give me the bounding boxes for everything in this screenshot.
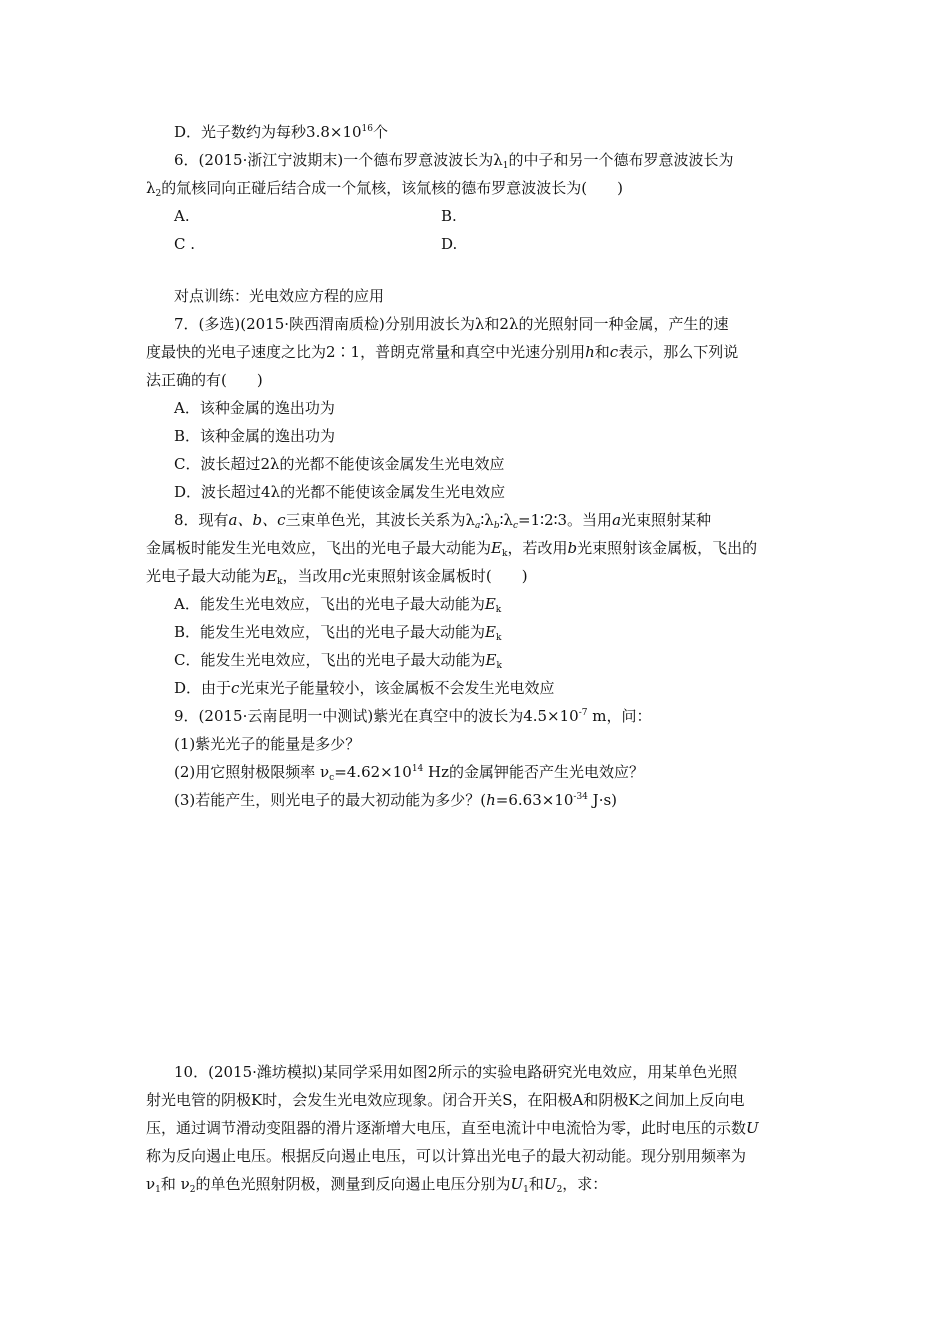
- section-heading: 对点训练：光电效应方程的应用: [174, 287, 385, 305]
- q7-stem-line1: 7．(多选)(2015·陕西渭南质检)分别用波长为λ和2λ的光照射同一种金属，产生的速: [174, 315, 729, 333]
- q8-option-d: D．由于c光束光子能量较小，该金属板不会发生光电效应: [174, 679, 555, 697]
- q10-stem-line5: $\nu_1$和 $\nu_2$的单色光照射阴极，测量到反向遏止电压分别为$U_1$和$U_2$，求：: [146, 1175, 608, 1195]
- q9-part-3: (3)若能产生，则光电子的最大初动能为多少？($h=6.63\times 10^{-34}$ J·s): [174, 791, 618, 809]
- q9-stem: 9．(2015·云南昆明一中测试)紫光在真空中的波长为$4.5\times 10^{-7}$ m，问：: [174, 707, 652, 725]
- q7-stem-line2: 度最快的光电子速度之比为2∶1，普朗克常量和真空中光速分别用h和c表示，那么下列说: [146, 343, 739, 361]
- q6-option-c: C .: [174, 235, 196, 253]
- q6-option-d: D.: [441, 235, 458, 253]
- q5-option-d: D．光子数约为每秒$3.8\times 10^{16}$个: [174, 123, 389, 141]
- q8-stem-line1: 8．现有a、b、c三束单色光，其波长关系为$\lambda_a∶\lambda_b∶\lambda_c=1∶2∶3$。当用a光束照射某种: [174, 511, 712, 531]
- q6-option-b: B.: [441, 207, 457, 225]
- q8-option-b: B．能发生光电效应，飞出的光电子最大动能为$E_k$: [174, 623, 502, 643]
- q7-option-b: B．该种金属的逸出功为: [174, 427, 336, 445]
- q10-stem-line2: 射光电管的阴极K时，会发生光电效应现象。闭合开关S，在阳极A和阴极K之间加上反向电: [146, 1091, 745, 1109]
- q9-part-1: (1)紫光光子的能量是多少？: [174, 735, 361, 753]
- q10-stem-line3: 压，通过调节滑动变阻器的滑片逐渐增大电压，直至电流计中电流恰为零，此时电压的示数U: [146, 1119, 759, 1137]
- q8-stem-line3: 光电子最大动能为$E_k$，当改用c光束照射该金属板时( ): [146, 567, 528, 587]
- q10-stem-line1: 10．(2015·潍坊模拟)某同学采用如图2所示的实验电路研究光电效应，用某单色光照: [174, 1063, 738, 1081]
- q7-stem-line3: 法正确的有( ): [146, 371, 263, 389]
- q10-stem-line4: 称为反向遏止电压。根据反向遏止电压，可以计算出光电子的最大初动能。现分别用频率为: [146, 1147, 747, 1165]
- q6-stem-line2: $\lambda_2$的氚核同向正碰后结合成一个氚核，该氚核的德布罗意波波长为( ): [146, 179, 623, 199]
- q9-part-2: (2)用它照射极限频率 $\nu_c=4.62\times 10^{14}$ Hz的金属钾能否产生光电效应？: [174, 763, 645, 783]
- q8-option-c: C．能发生光电效应，飞出的光电子最大动能为$E_k$: [174, 651, 502, 671]
- q6-option-a: A.: [174, 207, 190, 225]
- q7-option-c: C．波长超过2λ的光都不能使该金属发生光电效应: [174, 455, 505, 473]
- q6-stem-line1: 6．(2015·浙江宁波期末)一个德布罗意波波长为$\lambda_1$的中子和另一个德布罗意波波长为: [174, 151, 734, 171]
- q8-stem-line2: 金属板时能发生光电效应，飞出的光电子最大动能为$E_k$，若改用b光束照射该金属板，飞出的: [146, 539, 758, 559]
- q7-option-d: D．波长超过4λ的光都不能使该金属发生光电效应: [174, 483, 506, 501]
- q7-option-a: A．该种金属的逸出功为: [174, 399, 335, 417]
- q8-option-a: A．能发生光电效应，飞出的光电子最大动能为$E_k$: [174, 595, 502, 615]
